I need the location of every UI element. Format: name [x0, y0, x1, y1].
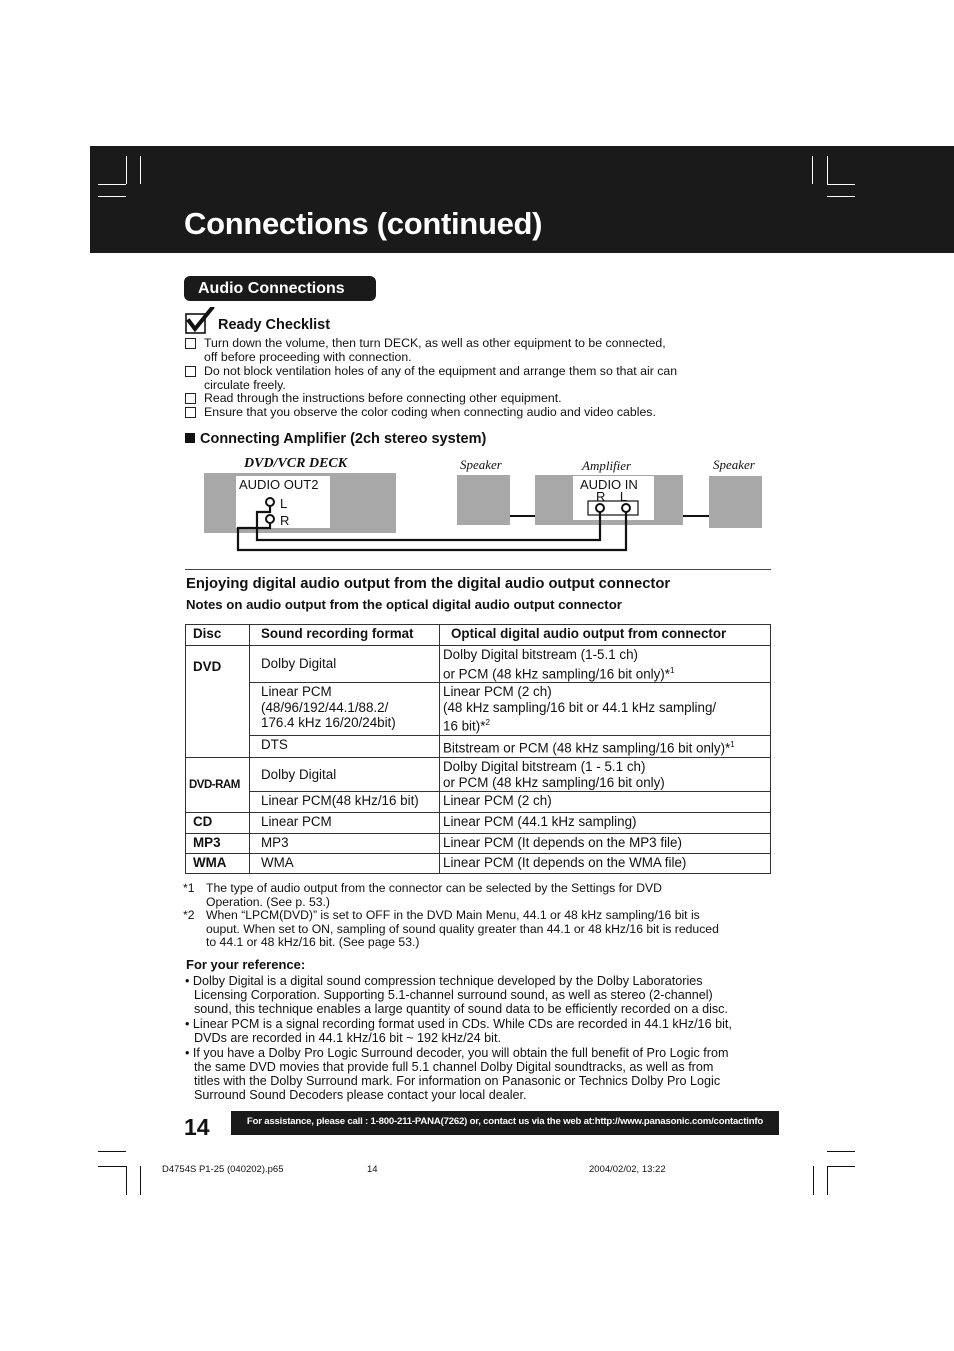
reference-item: • Dolby Digital is a digital sound compression technique developed by the Dolby Laboratories Licensing Corporation. Supporting 5.1-channel surround sound, as well as stereo (2-channel) sound, this technique enables a large quantity of sound data to be efficiently recorded on a disc. [185, 974, 728, 1016]
crop-mark [827, 1166, 828, 1195]
checklist-item[interactable] [185, 391, 745, 405]
table-header: Sound recording format [250, 625, 440, 646]
checkmark-icon [185, 307, 215, 335]
table-header: Disc [186, 625, 250, 646]
crop-mark [827, 196, 855, 197]
table-header: Optical digital audio output from connector [440, 625, 771, 646]
table-row [186, 854, 771, 874]
speaker-right-box [709, 476, 762, 528]
checklist-item[interactable] [185, 336, 745, 364]
table-row [186, 646, 771, 683]
audio-in-label: AUDIO IN [580, 477, 638, 492]
reference-item: • If you have a Dolby Pro Logic Surround decoder, you will obtain the full benefit of Pro Logic from the same DVD movies that provide full 5.1 channel Dolby Digital soundtracks, as well as from titles with the Dolby Surround mark. For information on Panasonic or Technics Dolby Pro Logic Surround Sound Decoders please contact your local dealer. [185, 1046, 729, 1102]
output-cell: Dolby Digital bitstream (1 - 5.1 ch) or PCM (48 kHz sampling/16 bit only) [440, 758, 771, 792]
table-row [186, 758, 771, 792]
reference-heading: For your reference: [186, 957, 306, 972]
crop-mark [140, 1166, 141, 1195]
crop-mark [98, 1166, 126, 1167]
checklist-text: Turn down the volume, then turn DECK, as well as other equipment to be connected, [204, 336, 666, 350]
checklist-title: Ready Checklist [218, 317, 331, 333]
footnote: *2 When “LPCM(DVD)” is set to OFF in the DVD Main Menu, 44.1 or 48 kHz sampling/16 bit is ouput. When set to ON, sampling of sound quality greater than 44.1 or 48 kHz/16 bit is reduced to 44.1 or 48 kHz/16 bit. (See page 53.) [183, 908, 719, 949]
crop-mark [98, 1151, 126, 1152]
format-cell: DTS [250, 736, 440, 758]
section-label: Audio Connections [184, 276, 376, 301]
square-bullet-icon [185, 433, 195, 443]
timestamp: 2004/02/02, 13:22 [589, 1164, 666, 1175]
table-row [186, 792, 771, 813]
output-cell: Dolby Digital bitstream (1-5.1 ch) or PCM (48 kHz sampling/16 bit only)*$^1$ [440, 646, 771, 683]
connection-cables [230, 490, 650, 555]
reference-item: • Linear PCM is a signal recording format used in CDs. While CDs are recorded in 44.1 kHz/16 bit, DVDs are recorded in 44.1 kHz/16 bit ~ 192 kHz/24 bit. [185, 1017, 732, 1045]
audio-out-label: AUDIO OUT2 [239, 477, 319, 492]
speaker-right-label: Speaker [713, 457, 755, 472]
file-name: D4754S P1-25 (040202).p65 [162, 1164, 284, 1175]
checklist-text: Read through the instructions before connecting other equipment. [204, 391, 562, 405]
crop-mark [126, 1166, 127, 1195]
format-cell: Dolby Digital [250, 758, 440, 792]
checkbox[interactable] [185, 338, 196, 349]
speaker-wire [682, 515, 710, 517]
out-r-label: R [280, 513, 290, 528]
output-cell: Linear PCM (44.1 kHz sampling) [440, 813, 771, 834]
checklist-text: circulate freely. [204, 378, 286, 392]
crop-mark [812, 156, 813, 184]
format-cell: Dolby Digital [250, 646, 440, 683]
digital-subheading: Notes on audio output from the optical digital audio output connector [186, 597, 622, 612]
checkbox[interactable] [185, 407, 196, 418]
crop-mark [98, 196, 126, 197]
table-row [186, 683, 771, 736]
amplifier-label: Amplifier [582, 458, 632, 473]
checklist-item[interactable] [185, 364, 745, 392]
disc-cell: DVD-RAM [186, 758, 250, 813]
table-row [186, 813, 771, 834]
page-number: 14 [184, 1114, 210, 1140]
checklist-text: Do not block ventilation holes of any of the equipment and arrange them so that air can [204, 364, 678, 378]
checklist-text: off before proceeding with connection. [204, 350, 412, 364]
file-page: 14 [367, 1164, 378, 1175]
crop-mark [126, 156, 127, 184]
table-row [186, 834, 771, 854]
disc-cell: WMA [186, 854, 250, 874]
assistance-bar: For assistance, please call : 1-800-211-PANA(7262) or, contact us via the web at:http://www.panasonic.com/contactinfo [231, 1111, 779, 1135]
crop-mark [140, 156, 141, 184]
crop-mark [827, 156, 828, 184]
audio-in-rl-label: R L [596, 489, 628, 504]
table-header-row [186, 625, 771, 646]
checklist-text: Ensure that you observe the color coding when connecting audio and video cables. [204, 405, 656, 419]
format-cell: Linear PCM (48/96/192/44.1/88.2/ 176.4 kHz 16/20/24bit) [250, 683, 440, 736]
checklist-item[interactable] [185, 405, 745, 419]
crop-mark [813, 1166, 814, 1195]
format-cell: MP3 [250, 834, 440, 854]
digital-heading: Enjoying digital audio output from the digital audio output connector [186, 576, 671, 592]
crop-mark [98, 184, 126, 185]
disc-cell: MP3 [186, 834, 250, 854]
page-title: Connections (continued) [184, 206, 543, 241]
crop-mark [827, 1166, 855, 1167]
deck-label: DVD/VCR DECK [244, 456, 348, 471]
disc-cell: DVD [186, 646, 250, 758]
footnote: *1 The type of audio output from the connector can be selected by the Settings for DVD Operation. (See p. 53.) [183, 881, 662, 909]
output-cell: Linear PCM (It depends on the WMA file) [440, 854, 771, 874]
format-cell: Linear PCM [250, 813, 440, 834]
crop-mark [827, 1151, 855, 1152]
format-cell: Linear PCM(48 kHz/16 bit) [250, 792, 440, 813]
divider [185, 569, 771, 570]
output-cell: Linear PCM (It depends on the MP3 file) [440, 834, 771, 854]
table-row [186, 736, 771, 758]
out-l-label: L [280, 496, 288, 511]
audio-output-table [185, 624, 771, 874]
output-cell: Linear PCM (2 ch) (48 kHz sampling/16 bit or 44.1 kHz sampling/ 16 bit)*$^2$ [440, 683, 771, 736]
format-cell: WMA [250, 854, 440, 874]
amp-section-heading: Connecting Amplifier (2ch stereo system) [185, 431, 486, 447]
disc-cell: CD [186, 813, 250, 834]
output-cell: Linear PCM (2 ch) [440, 792, 771, 813]
speaker-left-label: Speaker [460, 457, 502, 472]
output-cell: Bitstream or PCM (48 kHz sampling/16 bit only)*$^1$ [440, 736, 771, 758]
crop-mark [827, 184, 855, 185]
checkbox[interactable] [185, 393, 196, 404]
checkbox[interactable] [185, 366, 196, 377]
